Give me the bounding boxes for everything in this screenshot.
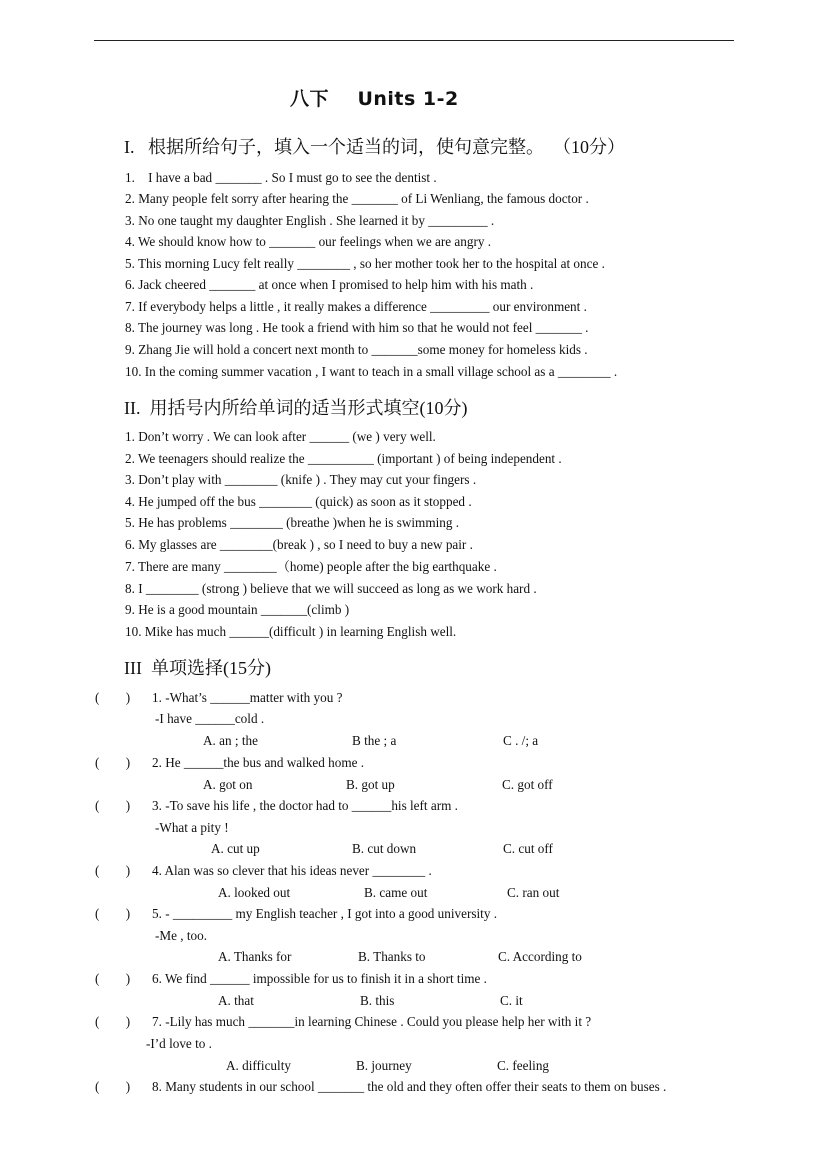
s2-item: 5. He has problems ________ (breathe )when he is swimming . (125, 515, 460, 530)
s2-item: 6. My glasses are ________(break ) , so I need to buy a new pair . (125, 537, 473, 552)
q7-option-b: B. journey (356, 1058, 412, 1073)
s1-item: 3. No one taught my daughter English . She learned it by _________ . (125, 213, 495, 228)
q7-stem: 7. -Lily has much _______in learning Chinese . Could you please help her with it ? (152, 1014, 592, 1029)
answer-blank: ( ) (95, 906, 131, 921)
q6-option-c: C. it (500, 993, 523, 1008)
s2-item: 4. He jumped off the bus ________ (quick) as soon as it stopped . (125, 494, 472, 509)
q3-reply: -What a pity ! (155, 820, 229, 835)
s2-item: 8. I ________ (strong ) believe that we will succeed as long as we work hard . (125, 581, 537, 596)
q3-option-b: B. cut down (352, 841, 417, 856)
answer-blank: ( ) (95, 863, 131, 878)
answer-blank: ( ) (95, 971, 131, 986)
q2-option-b: B. got up (346, 777, 395, 792)
s1-item: 2. Many people felt sorry after hearing the _______ of Li Wenliang, the famous doctor . (125, 191, 589, 206)
s2-item: 10. Mike has much ______(difficult ) in learning English well. (125, 624, 457, 639)
q7-option-a: A. difficulty (226, 1058, 291, 1073)
s2-item: 2. We teenagers should realize the __________ (important ) of being independent . (125, 451, 562, 466)
q8-stem: 8. Many students in our school _______ the old and they often offer their seats to them on buses . (152, 1079, 667, 1094)
answer-blank: ( ) (95, 798, 131, 813)
answer-blank: ( ) (95, 1079, 131, 1094)
s1-item: 8. The journey was long . He took a friend with him so that he would not feel _______ . (125, 320, 589, 335)
q2-option-c: C. got off (502, 777, 553, 792)
q2-option-a: A. got on (203, 777, 253, 792)
s1-item: 1. I have a bad _______ . So I must go to see the dentist . (125, 170, 437, 185)
s1-item: 10. In the coming summer vacation , I want to teach in a small village school as a ________ . (125, 364, 618, 379)
q7-reply: -I’d love to . (146, 1036, 212, 1051)
page-title: 八下 Units 1-2 (290, 88, 459, 110)
q4-option-c: C. ran out (507, 885, 560, 900)
q5-stem: 5. - _________ my English teacher , I got into a good university . (152, 906, 498, 921)
q1-stem: 1. -What’s ______matter with you ? (152, 690, 343, 705)
q6-stem: 6. We find ______ impossible for us to finish it in a short time . (152, 971, 487, 986)
q3-option-a: A. cut up (211, 841, 260, 856)
q6-option-a: A. that (218, 993, 254, 1008)
q5-reply: -Me , too. (155, 928, 208, 943)
s1-item: 7. If everybody helps a little , it really makes a difference _________ our environment . (125, 299, 587, 314)
q4-option-b: B. came out (364, 885, 428, 900)
answer-blank: ( ) (95, 755, 131, 770)
answer-blank: ( ) (95, 1014, 131, 1029)
s2-item: 7. There are many ________（home) people after the big earthquake . (125, 559, 497, 574)
s1-item: 5. This morning Lucy felt really ________ , so her mother took her to the hospital at once . (125, 256, 605, 271)
q1-option-b: B the ; a (352, 733, 397, 748)
q2-stem: 2. He ______the bus and walked home . (152, 755, 365, 770)
q5-option-c: C. According to (498, 949, 582, 964)
q4-stem: 4. Alan was so clever that his ideas never ________ . (152, 863, 432, 878)
q1-option-c: C . /; a (503, 733, 539, 748)
q5-option-a: A. Thanks for (218, 949, 292, 964)
section-1-heading: I. 根据所给句子，填入一个适当的词，使句意完整。 （10分） (124, 137, 625, 157)
s1-item: 9. Zhang Jie will hold a concert next month to _______some money for homeless kids . (125, 342, 588, 357)
q4-option-a: A. looked out (218, 885, 291, 900)
s2-item: 9. He is a good mountain _______(climb ) (125, 602, 350, 617)
q3-option-c: C. cut off (503, 841, 553, 856)
section-2-heading: II. 用括号内所给单词的适当形式填空(10分) (124, 398, 468, 418)
q1-reply: -I have ______cold . (155, 711, 265, 726)
q7-option-c: C. feeling (497, 1058, 550, 1073)
answer-blank: ( ) (95, 690, 131, 705)
s1-item: 4. We should know how to _______ our feelings when we are angry . (125, 234, 492, 249)
q1-option-a: A. an ; the (203, 733, 258, 748)
q6-option-b: B. this (360, 993, 395, 1008)
s2-item: 1. Don’t worry . We can look after ______ (we ) very well. (125, 429, 436, 444)
q3-stem: 3. -To save his life , the doctor had to ______his left arm . (152, 798, 458, 813)
section-3-heading: III 单项选择(15分) (124, 658, 271, 678)
q5-option-b: B. Thanks to (358, 949, 426, 964)
s2-item: 3. Don’t play with ________ (knife ) . They may cut your fingers . (125, 472, 477, 487)
header-rule (94, 40, 734, 41)
s1-item: 6. Jack cheered _______ at once when I promised to help him with his math . (125, 277, 534, 292)
